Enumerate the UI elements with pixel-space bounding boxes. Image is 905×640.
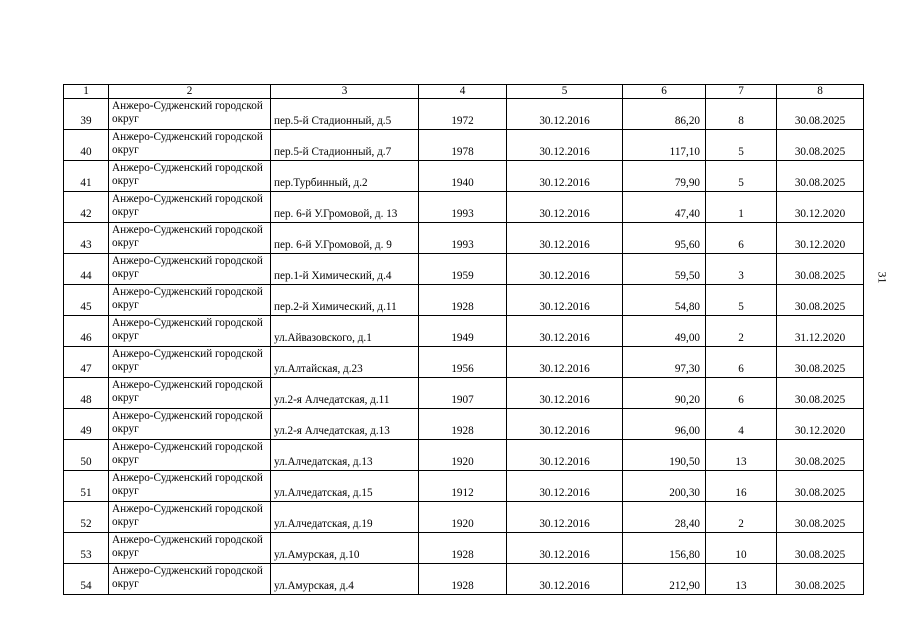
- area-cell: 200,30: [623, 471, 706, 502]
- address-cell: пер. 6-й У.Громовой, д. 13: [271, 192, 419, 223]
- municipality-cell: Анжеро-Судженский городской округ: [109, 502, 271, 533]
- year-cell: 1928: [419, 533, 507, 564]
- address-cell: пер.5-й Стадионный, д.7: [271, 130, 419, 161]
- deadline-cell: 30.12.2020: [777, 409, 864, 440]
- address-cell: ул.Амурская, д.4: [271, 564, 419, 595]
- deadline-cell: 30.08.2025: [777, 502, 864, 533]
- address-cell: пер. 6-й У.Громовой, д. 9: [271, 223, 419, 254]
- address-cell: ул.Алчедатская, д.13: [271, 440, 419, 471]
- date-cell: 30.12.2016: [507, 502, 623, 533]
- year-cell: 1959: [419, 254, 507, 285]
- count-cell: 5: [706, 285, 777, 316]
- row-number-cell: 43: [64, 223, 109, 254]
- municipality-cell: Анжеро-Судженский городской округ: [109, 378, 271, 409]
- table-row: [64, 316, 864, 347]
- deadline-cell: 30.08.2025: [777, 347, 864, 378]
- area-cell: 59,50: [623, 254, 706, 285]
- count-cell: 1: [706, 192, 777, 223]
- municipality-cell: Анжеро-Судженский городской округ: [109, 223, 271, 254]
- deadline-cell: 30.08.2025: [777, 564, 864, 595]
- row-number-cell: 50: [64, 440, 109, 471]
- year-cell: 1920: [419, 502, 507, 533]
- date-cell: 30.12.2016: [507, 99, 623, 130]
- municipality-cell: Анжеро-Судженский городской округ: [109, 192, 271, 223]
- row-number-cell: 54: [64, 564, 109, 595]
- column-header-4: 4: [419, 85, 507, 99]
- area-cell: 54,80: [623, 285, 706, 316]
- table-row: [64, 440, 864, 471]
- row-number-cell: 52: [64, 502, 109, 533]
- table-body: [64, 99, 864, 595]
- column-header-1: 1: [64, 85, 109, 99]
- count-cell: 6: [706, 347, 777, 378]
- table-row: [64, 99, 864, 130]
- row-number-cell: 45: [64, 285, 109, 316]
- municipality-cell: Анжеро-Судженский городской округ: [109, 409, 271, 440]
- year-cell: 1949: [419, 316, 507, 347]
- area-cell: 212,90: [623, 564, 706, 595]
- count-cell: 5: [706, 130, 777, 161]
- date-cell: 30.12.2016: [507, 471, 623, 502]
- date-cell: 30.12.2016: [507, 440, 623, 471]
- area-cell: 28,40: [623, 502, 706, 533]
- date-cell: 30.12.2016: [507, 378, 623, 409]
- year-cell: 1920: [419, 440, 507, 471]
- date-cell: 30.12.2016: [507, 347, 623, 378]
- table-row: [64, 347, 864, 378]
- row-number-cell: 41: [64, 161, 109, 192]
- row-number-cell: 49: [64, 409, 109, 440]
- address-cell: ул.Алчедатская, д.19: [271, 502, 419, 533]
- year-cell: 1940: [419, 161, 507, 192]
- municipality-cell: Анжеро-Судженский городской округ: [109, 564, 271, 595]
- date-cell: 30.12.2016: [507, 564, 623, 595]
- row-number-cell: 48: [64, 378, 109, 409]
- date-cell: 30.12.2016: [507, 254, 623, 285]
- count-cell: 13: [706, 440, 777, 471]
- table-row: [64, 285, 864, 316]
- column-header-6: 6: [623, 85, 706, 99]
- header-row: [64, 85, 864, 99]
- deadline-cell: 30.08.2025: [777, 130, 864, 161]
- deadline-cell: 31.12.2020: [777, 316, 864, 347]
- count-cell: 2: [706, 316, 777, 347]
- count-cell: 6: [706, 223, 777, 254]
- table-row: [64, 502, 864, 533]
- year-cell: 1928: [419, 409, 507, 440]
- deadline-cell: 30.08.2025: [777, 378, 864, 409]
- municipality-cell: Анжеро-Судженский городской округ: [109, 347, 271, 378]
- address-cell: ул.Алчедатская, д.15: [271, 471, 419, 502]
- address-cell: ул.2-я Алчедатская, д.13: [271, 409, 419, 440]
- municipality-cell: Анжеро-Судженский городской округ: [109, 440, 271, 471]
- area-cell: 90,20: [623, 378, 706, 409]
- row-number-cell: 44: [64, 254, 109, 285]
- date-cell: 30.12.2016: [507, 223, 623, 254]
- year-cell: 1956: [419, 347, 507, 378]
- count-cell: 5: [706, 161, 777, 192]
- address-cell: пер.1-й Химический, д.4: [271, 254, 419, 285]
- area-cell: 86,20: [623, 99, 706, 130]
- year-cell: 1928: [419, 285, 507, 316]
- municipality-cell: Анжеро-Судженский городской округ: [109, 533, 271, 564]
- year-cell: 1912: [419, 471, 507, 502]
- table-row: [64, 533, 864, 564]
- table-row: [64, 471, 864, 502]
- area-cell: 97,30: [623, 347, 706, 378]
- area-cell: 190,50: [623, 440, 706, 471]
- count-cell: 10: [706, 533, 777, 564]
- table-row: [64, 161, 864, 192]
- count-cell: 16: [706, 471, 777, 502]
- table-row: [64, 378, 864, 409]
- table-row: [64, 254, 864, 285]
- count-cell: 4: [706, 409, 777, 440]
- area-cell: 79,90: [623, 161, 706, 192]
- deadline-cell: 30.08.2025: [777, 254, 864, 285]
- municipality-cell: Анжеро-Судженский городской округ: [109, 285, 271, 316]
- count-cell: 8: [706, 99, 777, 130]
- municipality-cell: Анжеро-Судженский городской округ: [109, 471, 271, 502]
- municipality-cell: Анжеро-Судженский городской округ: [109, 161, 271, 192]
- date-cell: 30.12.2016: [507, 192, 623, 223]
- deadline-cell: 30.08.2025: [777, 471, 864, 502]
- year-cell: 1978: [419, 130, 507, 161]
- deadline-cell: 30.08.2025: [777, 533, 864, 564]
- table-row: [64, 130, 864, 161]
- row-number-cell: 42: [64, 192, 109, 223]
- housing-table: [63, 84, 864, 595]
- row-number-cell: 39: [64, 99, 109, 130]
- table-header: [64, 85, 864, 99]
- row-number-cell: 40: [64, 130, 109, 161]
- deadline-cell: 30.08.2025: [777, 440, 864, 471]
- column-header-2: 2: [109, 85, 271, 99]
- area-cell: 49,00: [623, 316, 706, 347]
- area-cell: 156,80: [623, 533, 706, 564]
- year-cell: 1972: [419, 99, 507, 130]
- area-cell: 47,40: [623, 192, 706, 223]
- table-row: [64, 409, 864, 440]
- address-cell: ул.2-я Алчедатская, д.11: [271, 378, 419, 409]
- address-cell: ул.Алтайская, д.23: [271, 347, 419, 378]
- table-row: [64, 223, 864, 254]
- count-cell: 3: [706, 254, 777, 285]
- date-cell: 30.12.2016: [507, 130, 623, 161]
- area-cell: 117,10: [623, 130, 706, 161]
- count-cell: 6: [706, 378, 777, 409]
- deadline-cell: 30.12.2020: [777, 223, 864, 254]
- area-cell: 95,60: [623, 223, 706, 254]
- deadline-cell: 30.08.2025: [777, 161, 864, 192]
- deadline-cell: 30.08.2025: [777, 285, 864, 316]
- address-cell: ул.Амурская, д.10: [271, 533, 419, 564]
- address-cell: пер.2-й Химический, д.11: [271, 285, 419, 316]
- row-number-cell: 47: [64, 347, 109, 378]
- column-header-8: 8: [777, 85, 864, 99]
- year-cell: 1907: [419, 378, 507, 409]
- municipality-cell: Анжеро-Судженский городской округ: [109, 316, 271, 347]
- table-row: [64, 564, 864, 595]
- date-cell: 30.12.2016: [507, 285, 623, 316]
- date-cell: 30.12.2016: [507, 316, 623, 347]
- municipality-cell: Анжеро-Судженский городской округ: [109, 99, 271, 130]
- address-cell: ул.Айвазовского, д.1: [271, 316, 419, 347]
- page-number: 31: [875, 271, 890, 284]
- row-number-cell: 53: [64, 533, 109, 564]
- year-cell: 1928: [419, 564, 507, 595]
- address-cell: пер.Турбинный, д.2: [271, 161, 419, 192]
- municipality-cell: Анжеро-Судженский городской округ: [109, 254, 271, 285]
- column-header-5: 5: [507, 85, 623, 99]
- table-row: [64, 192, 864, 223]
- column-header-3: 3: [271, 85, 419, 99]
- deadline-cell: 30.08.2025: [777, 99, 864, 130]
- date-cell: 30.12.2016: [507, 409, 623, 440]
- date-cell: 30.12.2016: [507, 533, 623, 564]
- date-cell: 30.12.2016: [507, 161, 623, 192]
- area-cell: 96,00: [623, 409, 706, 440]
- year-cell: 1993: [419, 192, 507, 223]
- year-cell: 1993: [419, 223, 507, 254]
- count-cell: 13: [706, 564, 777, 595]
- row-number-cell: 51: [64, 471, 109, 502]
- address-cell: пер.5-й Стадионный, д.5: [271, 99, 419, 130]
- row-number-cell: 46: [64, 316, 109, 347]
- column-header-7: 7: [706, 85, 777, 99]
- count-cell: 2: [706, 502, 777, 533]
- deadline-cell: 30.12.2020: [777, 192, 864, 223]
- municipality-cell: Анжеро-Судженский городской округ: [109, 130, 271, 161]
